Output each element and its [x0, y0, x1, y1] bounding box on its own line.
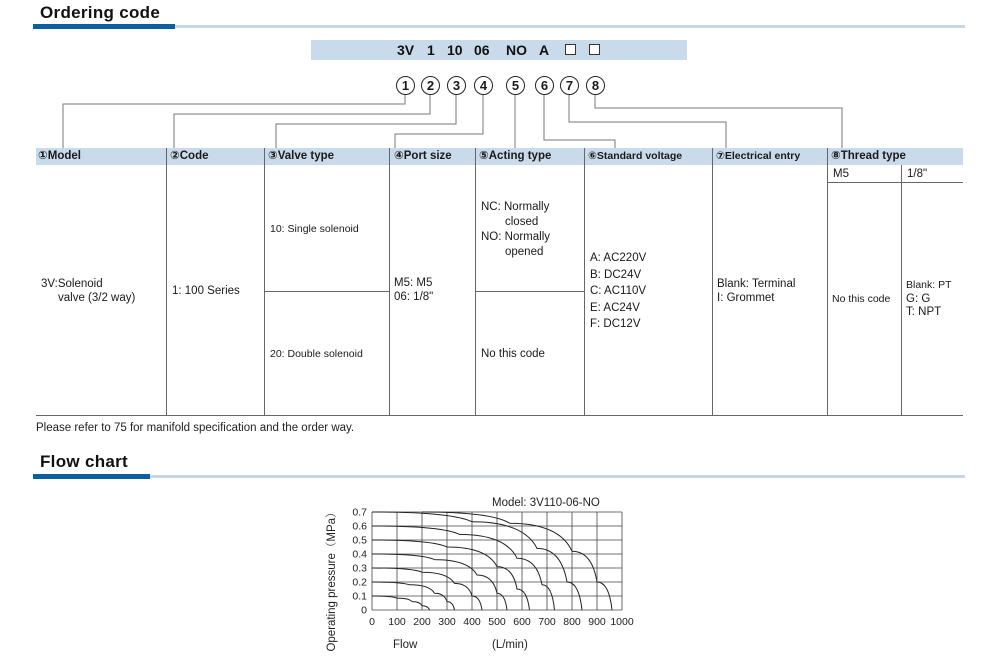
- y-tick-label: 0: [361, 604, 367, 617]
- col-divider-5: [584, 148, 585, 415]
- header-acting-type: [479, 148, 551, 165]
- cell-valve-single: 10: Single solenoid: [270, 223, 359, 235]
- acting-no-line-1: NO: Normally: [481, 231, 551, 243]
- x-tick-label: 200: [413, 616, 431, 628]
- header-thread-type: [831, 148, 906, 165]
- connector-4: [395, 95, 483, 148]
- header-thread-type-num: ⑧: [831, 150, 841, 162]
- cell-port-size: [394, 276, 433, 304]
- y-tick-label: 0.7: [352, 506, 367, 519]
- acting-nc-line-2: closed: [505, 216, 539, 228]
- code-part-valve-type: 10: [447, 42, 463, 58]
- ordering-code-title: Ordering code: [40, 3, 161, 22]
- col-divider-thread: [901, 165, 902, 415]
- x-tick-label: 500: [488, 616, 506, 628]
- thread-subheader-line: [827, 182, 963, 183]
- flow-chart: [320, 488, 650, 656]
- col-divider-2: [264, 148, 265, 415]
- port-size-m5: M5: M5: [394, 277, 433, 289]
- flow-curve-0-5: [372, 540, 530, 610]
- code-number-3: 3: [447, 76, 466, 95]
- header-standard-voltage-num: ⑥: [588, 150, 597, 162]
- cell-code: 1: 100 Series: [172, 285, 240, 297]
- acting-no-line-2: opened: [505, 246, 544, 258]
- header-port-size-label: Port size: [403, 150, 452, 162]
- header-code-label: Code: [179, 150, 209, 162]
- cell-valve-double: 20: Double solenoid: [270, 348, 363, 360]
- cell-voltage: [590, 250, 646, 333]
- x-tick-label: 300: [438, 616, 456, 628]
- col-divider-3: [389, 148, 390, 415]
- col-divider-1: [166, 148, 167, 415]
- y-tick-label: 0.6: [352, 520, 367, 533]
- header-code: [170, 148, 209, 165]
- header-port-size-num: ④: [394, 150, 404, 162]
- header-code-num: ②: [170, 150, 180, 162]
- col-divider-6: [712, 148, 713, 415]
- x-tick-label: 1000: [610, 616, 634, 628]
- connector-1: [63, 95, 405, 148]
- valve-type-split: [264, 291, 389, 292]
- flow-chart-ylabel: Operating pressure（MPa）: [326, 506, 338, 652]
- flow-chart-xunit: (L/min): [492, 639, 528, 651]
- code-part-acting: NO: [506, 42, 527, 58]
- voltage-e: E: AC24V: [590, 301, 640, 314]
- code-number-7: 7: [560, 76, 579, 95]
- cell-thread-eighth: [906, 279, 952, 320]
- header-valve-type-label: Valve type: [277, 150, 335, 162]
- connector-3: [276, 95, 456, 148]
- manifold-note: Please refer to 75 for manifold specification and the order way.: [36, 422, 355, 434]
- x-tick-label: 600: [513, 616, 531, 628]
- header-electrical-entry-num: ⑦: [716, 150, 725, 162]
- acting-nc-line-1: NC: Normally: [481, 201, 550, 213]
- code-part-port-size: 06: [474, 42, 490, 58]
- code-part-voltage: A: [539, 42, 550, 58]
- header-valve-type-num: ③: [268, 150, 278, 162]
- header-electrical-entry: [716, 148, 800, 165]
- connector-2: [174, 95, 430, 148]
- cell-acting-none: No this code: [481, 348, 545, 360]
- port-size-eighth: 06: 1/8": [394, 291, 434, 303]
- code-part-code: 1: [427, 42, 435, 58]
- flow-title-underline: [33, 475, 965, 478]
- flow-title-accent: [33, 474, 150, 479]
- header-thread-type-label: Thread type: [840, 150, 906, 162]
- x-tick-label: 700: [538, 616, 556, 628]
- cell-thread-m5: No this code: [832, 293, 891, 305]
- flow-chart-title: Flow chart: [40, 452, 129, 471]
- flow-curve-0-1: [372, 596, 430, 610]
- x-tick-label: 400: [463, 616, 481, 628]
- thread-pt: Blank: PT: [906, 279, 952, 291]
- header-standard-voltage: [588, 148, 682, 165]
- electrical-grommet: I: Grommet: [717, 292, 775, 304]
- code-number-4: 4: [474, 76, 493, 95]
- col-divider-4: [475, 148, 476, 415]
- header-acting-type-num: ⑤: [479, 150, 489, 162]
- y-tick-label: 0.5: [352, 534, 367, 547]
- header-valve-type: [268, 148, 334, 165]
- flow-curve-0-3: [372, 568, 482, 610]
- code-number-6: 6: [535, 76, 554, 95]
- connector-lines: [0, 0, 1000, 160]
- y-tick-label: 0.3: [352, 562, 367, 575]
- thread-g: G: G: [906, 292, 931, 305]
- header-standard-voltage-label: Standard voltage: [596, 150, 683, 162]
- voltage-f: F: DC12V: [590, 318, 641, 330]
- header-port-size: [394, 148, 452, 165]
- code-part-series: 3V: [397, 42, 415, 58]
- x-tick-label: 900: [588, 616, 606, 628]
- header-model-label: Model: [47, 150, 81, 162]
- cell-acting-normal: [481, 200, 550, 260]
- x-tick-label: 800: [563, 616, 581, 628]
- header-model-num: ①: [38, 150, 48, 162]
- y-tick-label: 0.4: [352, 548, 367, 561]
- thread-subheader-eighth: 1/8": [907, 168, 928, 180]
- header-acting-type-label: Acting type: [488, 150, 552, 162]
- y-tick-label: 0.2: [352, 576, 367, 589]
- model-line-2: valve (3/2 way): [58, 292, 136, 304]
- voltage-c: C: AC110V: [590, 285, 647, 297]
- table-bottom-border: [36, 415, 963, 416]
- thread-subheader-m5: M5: [833, 168, 849, 180]
- voltage-a: A: AC220V: [590, 252, 647, 264]
- col-divider-7: [827, 148, 828, 415]
- header-electrical-entry-label: Electrical entry: [724, 150, 801, 162]
- code-number-8: 8: [586, 76, 605, 95]
- model-line-1: 3V:Solenoid: [41, 278, 103, 290]
- header-model: [38, 148, 81, 165]
- thread-npt: T: NPT: [906, 306, 942, 318]
- code-number-1: 1: [396, 76, 415, 95]
- flow-chart-model-title: Model: 3V110-06-NO: [492, 497, 600, 509]
- x-tick-label: 100: [388, 616, 406, 628]
- voltage-b: B: DC24V: [590, 268, 642, 281]
- code-number-5: 5: [506, 76, 525, 95]
- x-tick-label: 0: [369, 616, 375, 628]
- flow-chart-xlabel: Flow: [393, 639, 418, 651]
- cell-model: [41, 277, 135, 305]
- acting-type-split: [475, 291, 584, 292]
- code-number-2: 2: [421, 76, 440, 95]
- y-tick-label: 0.1: [352, 590, 367, 603]
- electrical-blank: Blank: Terminal: [717, 278, 796, 290]
- cell-electrical: [717, 277, 795, 305]
